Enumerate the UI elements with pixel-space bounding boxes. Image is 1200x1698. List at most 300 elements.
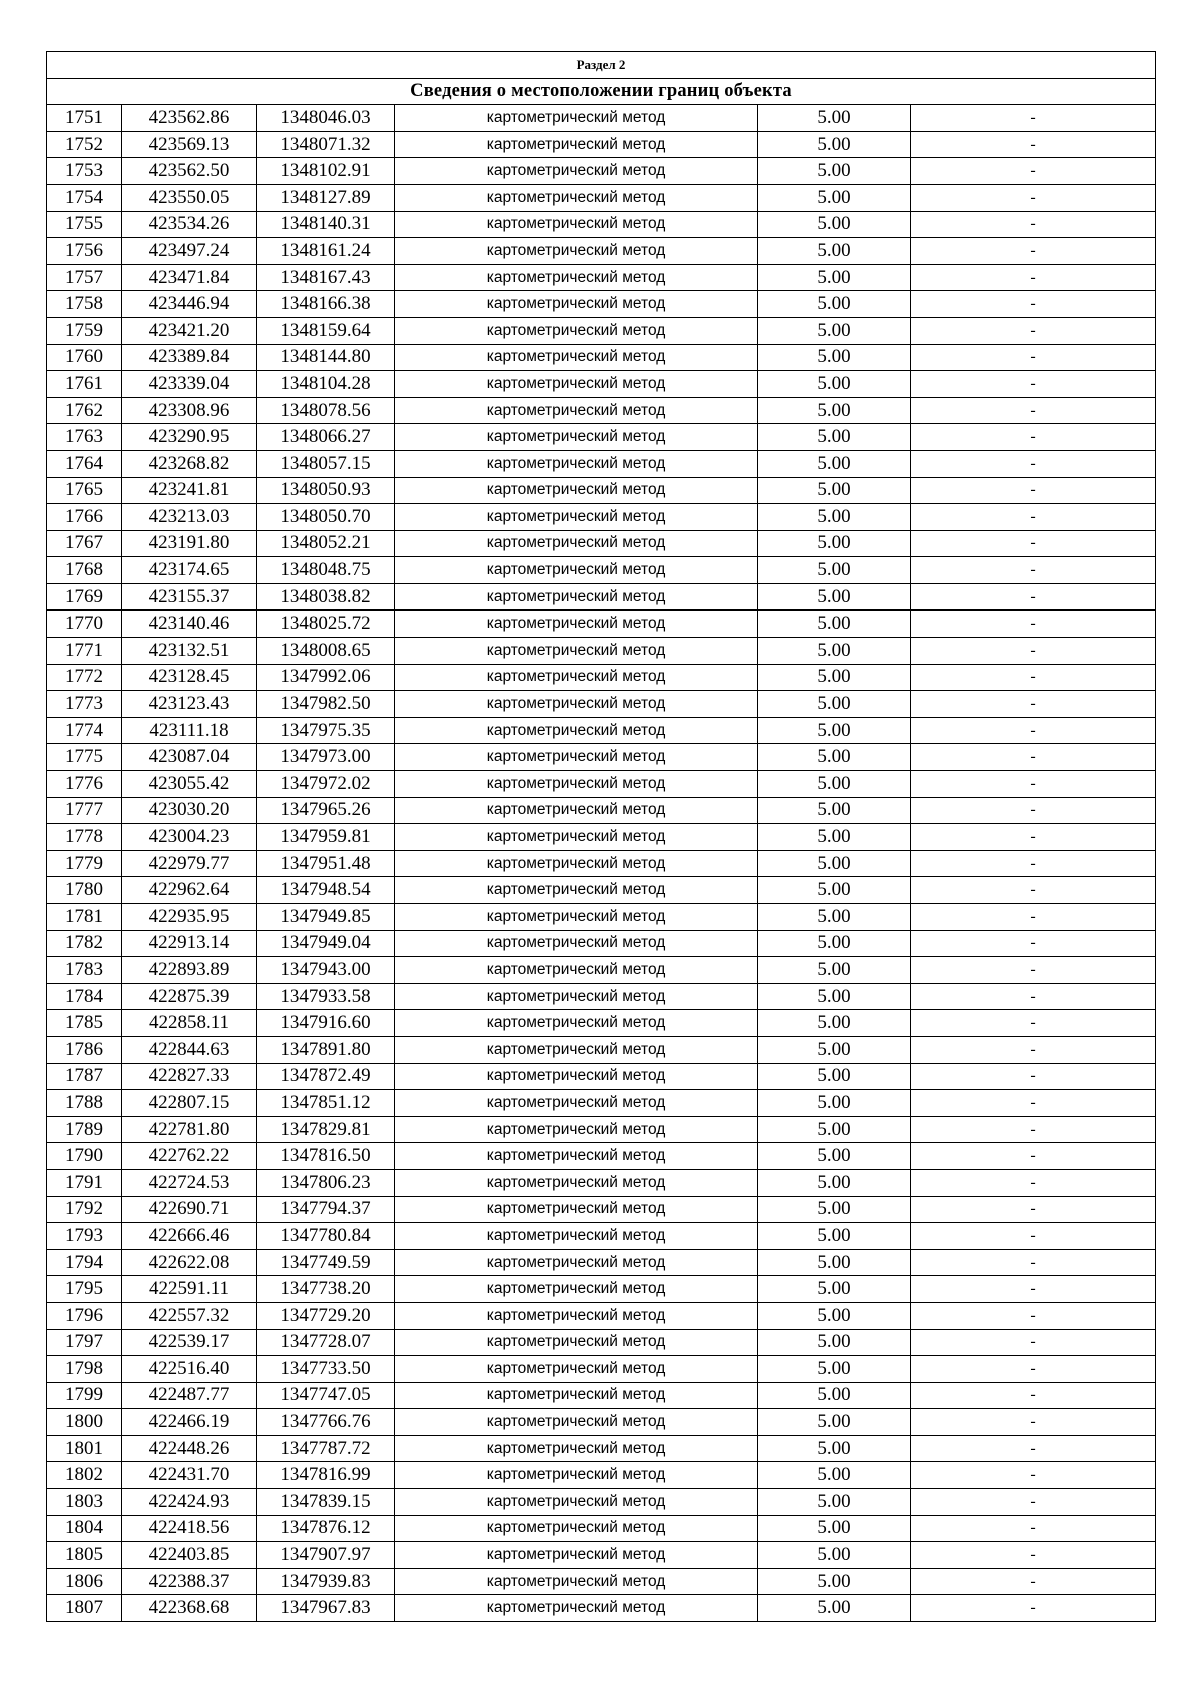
point-number-cell: 1807: [47, 1595, 122, 1622]
description-cell: -: [911, 1223, 1156, 1250]
y-coordinate-cell: 1348038.82: [257, 583, 395, 610]
y-coordinate-cell: 1347933.58: [257, 983, 395, 1010]
method-cell: картометрический метод: [395, 797, 758, 824]
point-number-cell: 1782: [47, 930, 122, 957]
method-cell: картометрический метод: [395, 291, 758, 318]
accuracy-cell: 5.00: [758, 291, 911, 318]
point-number-cell: 1771: [47, 638, 122, 665]
x-coordinate-cell: 423569.13: [122, 131, 257, 158]
table-row: [47, 1063, 1156, 1090]
accuracy-cell: 5.00: [758, 238, 911, 265]
y-coordinate-cell: 1347975.35: [257, 717, 395, 744]
x-coordinate-cell: 422591.11: [122, 1276, 257, 1303]
accuracy-cell: 5.00: [758, 504, 911, 531]
accuracy-cell: 5.00: [758, 1036, 911, 1063]
method-cell: картометрический метод: [395, 1356, 758, 1383]
x-coordinate-cell: 422858.11: [122, 1010, 257, 1037]
description-cell: -: [911, 344, 1156, 371]
x-coordinate-cell: 423534.26: [122, 211, 257, 238]
table-row: [47, 450, 1156, 477]
method-cell: картометрический метод: [395, 1036, 758, 1063]
method-cell: картометрический метод: [395, 1435, 758, 1462]
method-cell: картометрический метод: [395, 1568, 758, 1595]
method-cell: картометрический метод: [395, 691, 758, 718]
y-coordinate-cell: 1347916.60: [257, 1010, 395, 1037]
point-number-cell: 1760: [47, 344, 122, 371]
y-coordinate-cell: 1348140.31: [257, 211, 395, 238]
method-cell: картометрический метод: [395, 1489, 758, 1516]
accuracy-cell: 5.00: [758, 1568, 911, 1595]
point-number-cell: 1763: [47, 424, 122, 451]
point-number-cell: 1783: [47, 957, 122, 984]
accuracy-cell: 5.00: [758, 744, 911, 771]
accuracy-cell: 5.00: [758, 105, 911, 132]
description-cell: -: [911, 1143, 1156, 1170]
table-row: [47, 744, 1156, 771]
x-coordinate-cell: 422724.53: [122, 1169, 257, 1196]
point-number-cell: 1767: [47, 530, 122, 557]
section-label: Раздел 2: [47, 52, 1156, 79]
x-coordinate-cell: 423030.20: [122, 797, 257, 824]
description-cell: -: [911, 504, 1156, 531]
y-coordinate-cell: 1348048.75: [257, 557, 395, 584]
y-coordinate-cell: 1347733.50: [257, 1356, 395, 1383]
description-cell: -: [911, 1169, 1156, 1196]
accuracy-cell: 5.00: [758, 850, 911, 877]
x-coordinate-cell: 423241.81: [122, 477, 257, 504]
accuracy-cell: 5.00: [758, 1542, 911, 1569]
method-cell: картометрический метод: [395, 1302, 758, 1329]
accuracy-cell: 5.00: [758, 610, 911, 637]
description-cell: -: [911, 771, 1156, 798]
method-cell: картометрический метод: [395, 930, 758, 957]
y-coordinate-cell: 1348057.15: [257, 450, 395, 477]
description-cell: -: [911, 904, 1156, 931]
accuracy-cell: 5.00: [758, 264, 911, 291]
y-coordinate-cell: 1347794.37: [257, 1196, 395, 1223]
accuracy-cell: 5.00: [758, 211, 911, 238]
x-coordinate-cell: 422431.70: [122, 1462, 257, 1489]
point-number-cell: 1751: [47, 105, 122, 132]
table-row: [47, 638, 1156, 665]
description-cell: -: [911, 1196, 1156, 1223]
x-coordinate-cell: 423421.20: [122, 317, 257, 344]
table-row: [47, 1356, 1156, 1383]
y-coordinate-cell: 1347891.80: [257, 1036, 395, 1063]
y-coordinate-cell: 1347766.76: [257, 1409, 395, 1436]
x-coordinate-cell: 422388.37: [122, 1568, 257, 1595]
description-cell: -: [911, 1435, 1156, 1462]
x-coordinate-cell: 423191.80: [122, 530, 257, 557]
x-coordinate-cell: 422516.40: [122, 1356, 257, 1383]
x-coordinate-cell: 423290.95: [122, 424, 257, 451]
table-row: [47, 1196, 1156, 1223]
point-number-cell: 1776: [47, 771, 122, 798]
accuracy-cell: 5.00: [758, 158, 911, 185]
accuracy-cell: 5.00: [758, 1143, 911, 1170]
accuracy-cell: 5.00: [758, 184, 911, 211]
accuracy-cell: 5.00: [758, 1223, 911, 1250]
point-number-cell: 1773: [47, 691, 122, 718]
point-number-cell: 1794: [47, 1249, 122, 1276]
y-coordinate-cell: 1347948.54: [257, 877, 395, 904]
point-number-cell: 1806: [47, 1568, 122, 1595]
point-number-cell: 1775: [47, 744, 122, 771]
x-coordinate-cell: 422690.71: [122, 1196, 257, 1223]
table-row: [47, 1515, 1156, 1542]
point-number-cell: 1765: [47, 477, 122, 504]
method-cell: картометрический метод: [395, 717, 758, 744]
description-cell: -: [911, 1382, 1156, 1409]
x-coordinate-cell: 423155.37: [122, 583, 257, 610]
x-coordinate-cell: 422979.77: [122, 850, 257, 877]
x-coordinate-cell: 422781.80: [122, 1116, 257, 1143]
x-coordinate-cell: 422487.77: [122, 1382, 257, 1409]
y-coordinate-cell: 1347747.05: [257, 1382, 395, 1409]
description-cell: -: [911, 184, 1156, 211]
table-row: [47, 1462, 1156, 1489]
point-number-cell: 1800: [47, 1409, 122, 1436]
method-cell: картометрический метод: [395, 1116, 758, 1143]
method-cell: картометрический метод: [395, 638, 758, 665]
x-coordinate-cell: 423389.84: [122, 344, 257, 371]
description-cell: -: [911, 850, 1156, 877]
x-coordinate-cell: 422762.22: [122, 1143, 257, 1170]
table-row: [47, 1010, 1156, 1037]
description-cell: -: [911, 797, 1156, 824]
table-row: [47, 850, 1156, 877]
accuracy-cell: 5.00: [758, 1090, 911, 1117]
table-row: [47, 371, 1156, 398]
method-cell: картометрический метод: [395, 983, 758, 1010]
accuracy-cell: 5.00: [758, 904, 911, 931]
description-cell: -: [911, 1116, 1156, 1143]
method-cell: картометрический метод: [395, 105, 758, 132]
description-cell: -: [911, 1542, 1156, 1569]
x-coordinate-cell: 422962.64: [122, 877, 257, 904]
y-coordinate-cell: 1347965.26: [257, 797, 395, 824]
y-coordinate-cell: 1348046.03: [257, 105, 395, 132]
table-row: [47, 291, 1156, 318]
description-cell: -: [911, 1010, 1156, 1037]
point-number-cell: 1798: [47, 1356, 122, 1383]
point-number-cell: 1757: [47, 264, 122, 291]
y-coordinate-cell: 1347806.23: [257, 1169, 395, 1196]
y-coordinate-cell: 1347982.50: [257, 691, 395, 718]
accuracy-cell: 5.00: [758, 1010, 911, 1037]
description-cell: -: [911, 957, 1156, 984]
table-row: [47, 424, 1156, 451]
accuracy-cell: 5.00: [758, 1249, 911, 1276]
table-row: [47, 158, 1156, 185]
x-coordinate-cell: 423004.23: [122, 824, 257, 851]
point-number-cell: 1769: [47, 583, 122, 610]
description-cell: -: [911, 1249, 1156, 1276]
accuracy-cell: 5.00: [758, 1515, 911, 1542]
point-number-cell: 1777: [47, 797, 122, 824]
table-row: [47, 264, 1156, 291]
description-cell: -: [911, 717, 1156, 744]
y-coordinate-cell: 1347907.97: [257, 1542, 395, 1569]
description-cell: -: [911, 1595, 1156, 1622]
description-cell: -: [911, 638, 1156, 665]
method-cell: картометрический метод: [395, 1542, 758, 1569]
y-coordinate-cell: 1347872.49: [257, 1063, 395, 1090]
y-coordinate-cell: 1348104.28: [257, 371, 395, 398]
y-coordinate-cell: 1347816.50: [257, 1143, 395, 1170]
table-row: [47, 238, 1156, 265]
accuracy-cell: 5.00: [758, 1169, 911, 1196]
accuracy-cell: 5.00: [758, 797, 911, 824]
table-row: [47, 930, 1156, 957]
table-row: [47, 717, 1156, 744]
description-cell: -: [911, 1036, 1156, 1063]
y-coordinate-cell: 1347738.20: [257, 1276, 395, 1303]
method-cell: картометрический метод: [395, 317, 758, 344]
accuracy-cell: 5.00: [758, 664, 911, 691]
method-cell: картометрический метод: [395, 610, 758, 637]
point-number-cell: 1779: [47, 850, 122, 877]
y-coordinate-cell: 1348078.56: [257, 397, 395, 424]
description-cell: -: [911, 131, 1156, 158]
accuracy-cell: 5.00: [758, 131, 911, 158]
description-cell: -: [911, 877, 1156, 904]
accuracy-cell: 5.00: [758, 371, 911, 398]
point-number-cell: 1789: [47, 1116, 122, 1143]
method-cell: картометрический метод: [395, 664, 758, 691]
table-row: [47, 530, 1156, 557]
y-coordinate-cell: 1347943.00: [257, 957, 395, 984]
accuracy-cell: 5.00: [758, 1116, 911, 1143]
point-number-cell: 1795: [47, 1276, 122, 1303]
x-coordinate-cell: 422466.19: [122, 1409, 257, 1436]
y-coordinate-cell: 1348052.21: [257, 530, 395, 557]
accuracy-cell: 5.00: [758, 638, 911, 665]
description-cell: -: [911, 211, 1156, 238]
method-cell: картометрический метод: [395, 424, 758, 451]
x-coordinate-cell: 423550.05: [122, 184, 257, 211]
x-coordinate-cell: 423128.45: [122, 664, 257, 691]
y-coordinate-cell: 1348008.65: [257, 638, 395, 665]
table-row: [47, 983, 1156, 1010]
x-coordinate-cell: 422557.32: [122, 1302, 257, 1329]
accuracy-cell: 5.00: [758, 983, 911, 1010]
description-cell: -: [911, 1302, 1156, 1329]
description-cell: -: [911, 1409, 1156, 1436]
method-cell: картометрический метод: [395, 1063, 758, 1090]
method-cell: картометрический метод: [395, 158, 758, 185]
accuracy-cell: 5.00: [758, 397, 911, 424]
x-coordinate-cell: 422893.89: [122, 957, 257, 984]
table-row: [47, 1435, 1156, 1462]
y-coordinate-cell: 1348071.32: [257, 131, 395, 158]
table-row: [47, 1302, 1156, 1329]
table-row: [47, 397, 1156, 424]
x-coordinate-cell: 422827.33: [122, 1063, 257, 1090]
table-row: [47, 1568, 1156, 1595]
accuracy-cell: 5.00: [758, 583, 911, 610]
point-number-cell: 1753: [47, 158, 122, 185]
x-coordinate-cell: 422424.93: [122, 1489, 257, 1516]
description-cell: -: [911, 1489, 1156, 1516]
point-number-cell: 1801: [47, 1435, 122, 1462]
point-number-cell: 1780: [47, 877, 122, 904]
description-cell: -: [911, 264, 1156, 291]
method-cell: картометрический метод: [395, 850, 758, 877]
method-cell: картометрический метод: [395, 1143, 758, 1170]
method-cell: картометрический метод: [395, 1462, 758, 1489]
table-row: [47, 184, 1156, 211]
point-number-cell: 1787: [47, 1063, 122, 1090]
method-cell: картометрический метод: [395, 1249, 758, 1276]
accuracy-cell: 5.00: [758, 877, 911, 904]
y-coordinate-cell: 1348166.38: [257, 291, 395, 318]
point-number-cell: 1803: [47, 1489, 122, 1516]
method-cell: картометрический метод: [395, 557, 758, 584]
point-number-cell: 1797: [47, 1329, 122, 1356]
table-row: [47, 583, 1156, 610]
point-number-cell: 1778: [47, 824, 122, 851]
point-number-cell: 1805: [47, 1542, 122, 1569]
x-coordinate-cell: 423087.04: [122, 744, 257, 771]
table-row: [47, 1249, 1156, 1276]
x-coordinate-cell: 423471.84: [122, 264, 257, 291]
point-number-cell: 1766: [47, 504, 122, 531]
method-cell: картометрический метод: [395, 504, 758, 531]
accuracy-cell: 5.00: [758, 1196, 911, 1223]
description-cell: -: [911, 105, 1156, 132]
y-coordinate-cell: 1347967.83: [257, 1595, 395, 1622]
point-number-cell: 1781: [47, 904, 122, 931]
accuracy-cell: 5.00: [758, 1063, 911, 1090]
y-coordinate-cell: 1347949.85: [257, 904, 395, 931]
method-cell: картометрический метод: [395, 211, 758, 238]
method-cell: картометрический метод: [395, 371, 758, 398]
description-cell: -: [911, 824, 1156, 851]
x-coordinate-cell: 423055.42: [122, 771, 257, 798]
method-cell: картометрический метод: [395, 1595, 758, 1622]
method-cell: картометрический метод: [395, 131, 758, 158]
table-title: Сведения о местоположении границ объекта: [47, 78, 1156, 105]
y-coordinate-cell: 1348102.91: [257, 158, 395, 185]
accuracy-cell: 5.00: [758, 717, 911, 744]
y-coordinate-cell: 1348167.43: [257, 264, 395, 291]
method-cell: картометрический метод: [395, 264, 758, 291]
y-coordinate-cell: 1347749.59: [257, 1249, 395, 1276]
point-number-cell: 1790: [47, 1143, 122, 1170]
x-coordinate-cell: 423213.03: [122, 504, 257, 531]
table-row: [47, 1036, 1156, 1063]
x-coordinate-cell: 423268.82: [122, 450, 257, 477]
method-cell: картометрический метод: [395, 1169, 758, 1196]
description-cell: -: [911, 983, 1156, 1010]
x-coordinate-cell: 423497.24: [122, 238, 257, 265]
x-coordinate-cell: 423339.04: [122, 371, 257, 398]
table-row: [47, 1409, 1156, 1436]
y-coordinate-cell: 1347839.15: [257, 1489, 395, 1516]
description-cell: -: [911, 691, 1156, 718]
x-coordinate-cell: 422935.95: [122, 904, 257, 931]
table-row: [47, 1116, 1156, 1143]
title-row: [47, 78, 1156, 105]
description-cell: -: [911, 1356, 1156, 1383]
accuracy-cell: 5.00: [758, 824, 911, 851]
x-coordinate-cell: 422368.68: [122, 1595, 257, 1622]
point-number-cell: 1799: [47, 1382, 122, 1409]
accuracy-cell: 5.00: [758, 477, 911, 504]
table-body: [47, 52, 1156, 1622]
table-row: [47, 211, 1156, 238]
table-row: [47, 1276, 1156, 1303]
description-cell: -: [911, 158, 1156, 185]
point-number-cell: 1792: [47, 1196, 122, 1223]
point-number-cell: 1804: [47, 1515, 122, 1542]
y-coordinate-cell: 1347728.07: [257, 1329, 395, 1356]
accuracy-cell: 5.00: [758, 1302, 911, 1329]
accuracy-cell: 5.00: [758, 317, 911, 344]
description-cell: -: [911, 610, 1156, 637]
y-coordinate-cell: 1347729.20: [257, 1302, 395, 1329]
accuracy-cell: 5.00: [758, 1595, 911, 1622]
y-coordinate-cell: 1348159.64: [257, 317, 395, 344]
accuracy-cell: 5.00: [758, 1435, 911, 1462]
method-cell: картометрический метод: [395, 877, 758, 904]
point-number-cell: 1772: [47, 664, 122, 691]
method-cell: картометрический метод: [395, 344, 758, 371]
y-coordinate-cell: 1348144.80: [257, 344, 395, 371]
method-cell: картометрический метод: [395, 1329, 758, 1356]
accuracy-cell: 5.00: [758, 1356, 911, 1383]
y-coordinate-cell: 1348050.93: [257, 477, 395, 504]
table-row: [47, 1223, 1156, 1250]
x-coordinate-cell: 423562.50: [122, 158, 257, 185]
table-row: [47, 691, 1156, 718]
y-coordinate-cell: 1347787.72: [257, 1435, 395, 1462]
point-number-cell: 1758: [47, 291, 122, 318]
point-number-cell: 1788: [47, 1090, 122, 1117]
table-row: [47, 771, 1156, 798]
x-coordinate-cell: 423446.94: [122, 291, 257, 318]
description-cell: -: [911, 477, 1156, 504]
x-coordinate-cell: 423308.96: [122, 397, 257, 424]
point-number-cell: 1752: [47, 131, 122, 158]
accuracy-cell: 5.00: [758, 450, 911, 477]
y-coordinate-cell: 1347951.48: [257, 850, 395, 877]
description-cell: -: [911, 557, 1156, 584]
x-coordinate-cell: 422418.56: [122, 1515, 257, 1542]
description-cell: -: [911, 744, 1156, 771]
accuracy-cell: 5.00: [758, 557, 911, 584]
accuracy-cell: 5.00: [758, 1329, 911, 1356]
method-cell: картометрический метод: [395, 1515, 758, 1542]
x-coordinate-cell: 422403.85: [122, 1542, 257, 1569]
method-cell: картометрический метод: [395, 238, 758, 265]
accuracy-cell: 5.00: [758, 957, 911, 984]
table-row: [47, 1143, 1156, 1170]
method-cell: картометрический метод: [395, 1409, 758, 1436]
method-cell: картометрический метод: [395, 530, 758, 557]
description-cell: -: [911, 1276, 1156, 1303]
description-cell: -: [911, 397, 1156, 424]
y-coordinate-cell: 1348050.70: [257, 504, 395, 531]
x-coordinate-cell: 422539.17: [122, 1329, 257, 1356]
description-cell: -: [911, 1462, 1156, 1489]
y-coordinate-cell: 1348161.24: [257, 238, 395, 265]
table-row: [47, 1542, 1156, 1569]
boundary-coordinates-table: [46, 51, 1156, 1622]
point-number-cell: 1770: [47, 610, 122, 637]
table-row: [47, 557, 1156, 584]
